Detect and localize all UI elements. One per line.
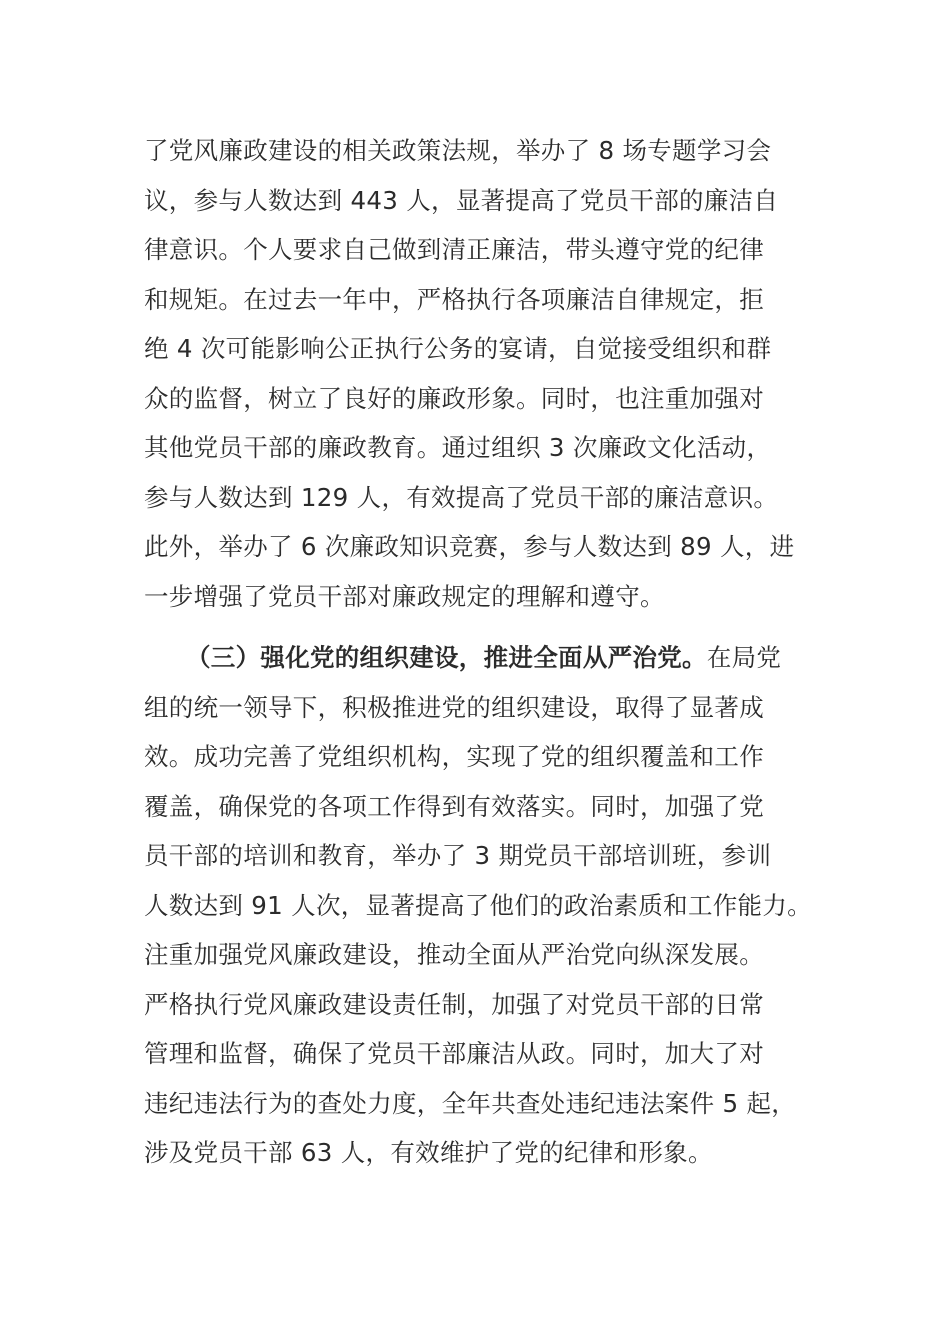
paragraph-line: 严格执行党风廉政建设责任制，加强了对党员干部的日常 bbox=[144, 989, 764, 1019]
paragraph-line: 注重加强党风廉政建设，推动全面从严治党向纵深发展。 bbox=[144, 940, 764, 969]
paragraph-line: 律意识。个人要求自己做到清正廉洁，带头遵守党的纪律 bbox=[144, 235, 764, 264]
paragraph-line: 其他党员干部的廉政教育。通过组织 3 次廉政文化活动， bbox=[144, 433, 772, 462]
paragraph-line: 员干部的培训和教育，举办了 3 期党员干部培训班，参训 bbox=[144, 841, 772, 870]
paragraph-line: 涉及党员干部 63 人，有效维护了党的纪律和形象。 bbox=[144, 1138, 713, 1167]
section-heading-line bbox=[186, 640, 781, 676]
paragraph-line: 效。成功完善了党组织机构，实现了党的组织覆盖和工作 bbox=[144, 742, 764, 771]
paragraph-line: 一步增强了党员干部对廉政规定的理解和遵守。 bbox=[144, 581, 665, 611]
paragraph-line: 了党风廉政建设的相关政策法规，举办了 8 场专题学习会 bbox=[144, 136, 772, 165]
paragraph-line: 覆盖，确保党的各项工作得到有效落实。同时，加强了党 bbox=[144, 791, 764, 821]
paragraph-line: 和规矩。在过去一年中，严格执行各项廉洁自律规定，拒 bbox=[144, 284, 764, 314]
paragraph-line: 绝 4 次可能影响公正执行公务的宴请，自觉接受组织和群 bbox=[144, 334, 772, 363]
paragraph-line: 议，参与人数达到 443 人，显著提高了党员干部的廉洁自 bbox=[144, 185, 779, 215]
paragraph-line: 组的统一领导下，积极推进党的组织建设，取得了显著成 bbox=[144, 692, 764, 722]
paragraph-line: 众的监督，树立了良好的廉政形象。同时，也注重加强对 bbox=[144, 383, 764, 413]
paragraph-line: 管理和监督，确保了党员干部廉洁从政。同时，加大了对 bbox=[144, 1039, 764, 1068]
section-heading-continuation: 在局党 bbox=[706, 643, 782, 672]
paragraph-line: 参与人数达到 129 人，有效提高了党员干部的廉洁意识。 bbox=[144, 482, 779, 512]
paragraph-line: 违纪违法行为的查处力度，全年共查处违纪违法案件 5 起， bbox=[144, 1088, 797, 1118]
paragraph-line: 人数达到 91 人次，显著提高了他们的政治素质和工作能力。 bbox=[144, 890, 812, 920]
paragraph-line: 此外，举办了 6 次廉政知识竞赛，参与人数达到 89 人，进 bbox=[144, 532, 795, 561]
section-heading: （三）强化党的组织建设，推进全面从严治党。 bbox=[186, 643, 707, 672]
